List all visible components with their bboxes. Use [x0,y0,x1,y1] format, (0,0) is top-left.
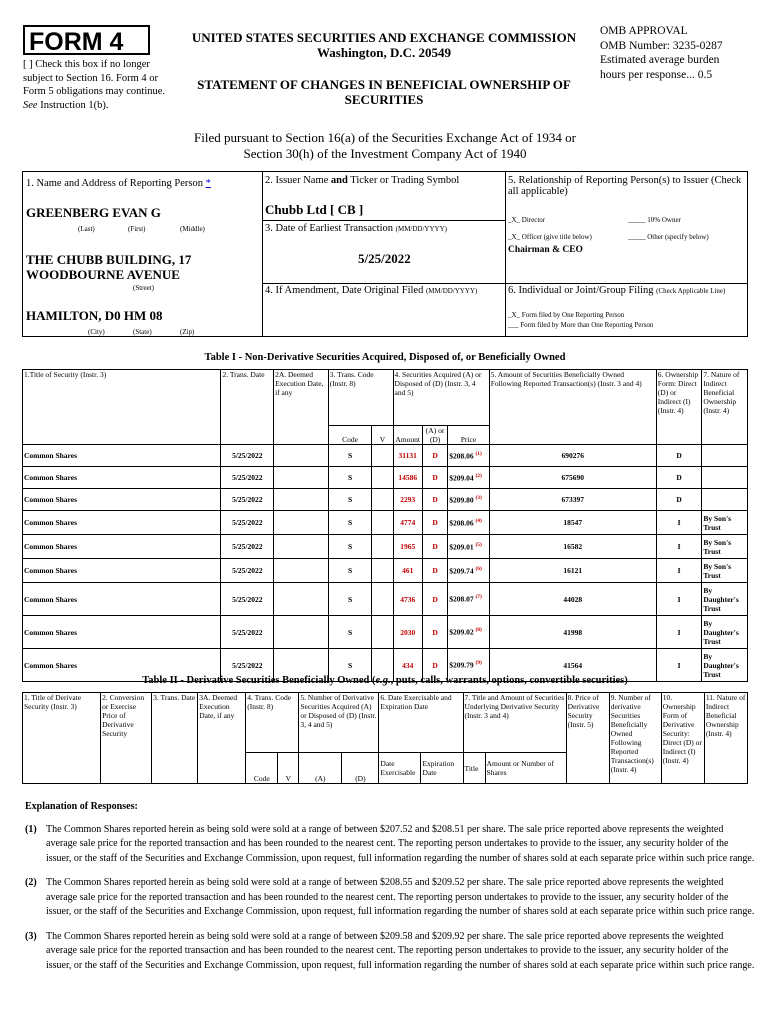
t2-header-underlying: 7. Title and Amount of Securities Underlying Derivative Security (Instr. 3 and 4) [463,693,566,753]
t1-header-owned: 5. Amount of Securities Beneficially Owned Following Reported Transaction(s) (Instr. 3 and 4) [489,370,656,445]
footnote-link[interactable]: (9) [475,660,482,667]
amount: 461 [393,559,422,583]
transaction-date: 5/25/2022 [221,559,274,583]
box1-label: 1. Name and Address of Reporting Person * [26,178,211,189]
transaction-date: 5/25/2022 [221,583,274,616]
ownership-form: I [656,649,702,682]
security-title: Common Shares [23,445,221,467]
amount-owned: 41564 [489,649,656,682]
deemed-date [274,535,329,559]
check-box-note: [ ] Check this box if no longer subject to Section 16. Form 4 or Form 5 obligations may continue. See Instruction 1(b). [23,59,166,111]
deemed-date [274,489,329,511]
t1-header-deemed: 2A. Deemed Execution Date, if any [274,370,329,445]
table-row [23,535,748,559]
acquired-disposed: D [422,467,447,489]
footnote-link[interactable]: (3) [475,494,482,501]
amount-owned: 18547 [489,511,656,535]
box5-label: 5. Relationship of Reporting Person(s) to Issuer (Check all applicable) [508,175,742,197]
box3-label: 3. Date of Earliest Transaction (MM/DD/YYYY) [265,223,447,234]
acquired-disposed: D [422,511,447,535]
footnote-link[interactable]: (5) [475,541,482,548]
table-row [23,467,748,489]
table2-derivative [22,692,748,784]
officer-title: Chairman & CEO [508,245,583,255]
footnote-link[interactable]: (1) [475,450,482,457]
price: $208.06 $^{(1)}$ [448,445,490,467]
table1-non-derivative [22,369,748,682]
nature-of-ownership [702,467,748,489]
transaction-date: 5/25/2022 [221,445,274,467]
transaction-code: S [328,559,372,583]
transaction-code: S [328,489,372,511]
v-flag [372,445,393,467]
deemed-date [274,559,329,583]
table-row [23,445,748,467]
t2-sub-a: (A) [299,753,342,784]
t1-sub-v: V [372,426,393,445]
footnote-item [25,823,755,867]
footnote-text: The Common Shares reported herein as being sold were sold at a range of between $209.58 and $209.92 per share. The sale price reported above represents the weighted average sale price for the reported transaction and has been rounded to the nearest cent. The reporting person undertakes to provide to the issuer, any security holder of the issuer, or the staff of the Securities and Exchange Commission, upon request, full information regarding the number of shares sold at each separate price within such price range. [46,930,755,971]
transaction-code: S [328,467,372,489]
acquired-disposed: D [422,445,447,467]
t1-sub-code: Code [328,426,372,445]
security-title: Common Shares [23,535,221,559]
t1-header-acquired: 4. Securities Acquired (A) or Disposed of (D) (Instr. 3, 4 and 5) [393,370,489,426]
state-label: (State) [133,328,152,336]
director-option: _X_ Director [508,216,546,224]
nature-of-ownership: By Daughter's Trust [702,649,748,682]
t2-header-nature: 11. Nature of Indirect Beneficial Ownership (Instr. 4) [704,693,747,784]
t2-sub-date-exercisable: Date Exercisable [379,753,421,784]
t2-header-number-owned: 9. Number of derivative Securities Beneficially Owned Following Reported Transaction(s) (Instr. 4) [609,693,661,784]
t2-header-code: 4. Trans. Code (Instr. 8) [246,693,299,753]
security-title: Common Shares [23,583,221,616]
transaction-date: 5/25/2022 [221,535,274,559]
t1-header-form: 6. Ownership Form: Direct (D) or Indirect (I) (Instr. 4) [656,370,702,445]
amount: 14586 [393,467,422,489]
transaction-code: S [328,445,372,467]
ownership-form: I [656,535,702,559]
t1-header-date: 2. Trans. Date [221,370,274,445]
amount: 2030 [393,616,422,649]
explanation-heading: Explanation of Responses: [25,801,138,812]
table-row [23,616,748,649]
v-flag [372,616,393,649]
ownership-form: D [656,489,702,511]
t2-sub-v: V [278,753,299,784]
t1-sub-amount: Amount [393,426,422,445]
footnote-label: (2) [25,877,37,888]
table2-title: Table II - Derivative Securities Beneficially Owned (e.g., puts, calls, warrants, options, convertible securities) [142,675,628,686]
filing-one-person: _X_ Form filed by One Reporting Person [508,311,625,319]
table-row [23,559,748,583]
price: $209.80 $^{(3)}$ [448,489,490,511]
footnote-item [25,930,755,974]
middle-label: (Middle) [180,225,205,233]
security-title: Common Shares [23,559,221,583]
acquired-disposed: D [422,649,447,682]
amount-owned: 41998 [489,616,656,649]
price: $209.79 $^{(9)}$ [448,649,490,682]
ownership-form: I [656,616,702,649]
footnote-link[interactable]: (8) [475,627,482,634]
issuer-name: Chubb Ltd [ CB ] [265,202,364,217]
t1-sub-aord: (A) or (D) [422,426,447,445]
city-state-zip: HAMILTON, D0 HM 08 [26,308,163,323]
ownership-form: I [656,559,702,583]
deemed-date [274,583,329,616]
statement-title: STATEMENT OF CHANGES IN BENEFICIAL OWNERSHIP OF SECURITIES [197,77,571,107]
security-title: Common Shares [23,467,221,489]
t2-sub-title: Title [463,753,485,784]
footnote-text: The Common Shares reported herein as being sold were sold at a range of between $208.55 and $209.52 per share. The sale price reported above represents the weighted average sale price for the reported transaction and has been rounded to the nearest cent. The reporting person undertakes to provide to the issuer, any security holder of the issuer, or the staff of the Securities and Exchange Commission, upon request, full information regarding the number of shares sold at each separate price within such price range. [46,877,755,917]
footnote-item [25,876,755,920]
t2-header-title: 1. Title of Derivate Security (Instr. 3) [23,693,101,784]
t2-header-deemed: 3A. Deemed Execution Date, if any [198,693,246,784]
nature-of-ownership: By Son's Trust [702,559,748,583]
agency-name: UNITED STATES SECURITIES AND EXCHANGE COMMISSION Washington, D.C. 20549 [191,30,577,60]
v-flag [372,559,393,583]
footnote-star-link[interactable]: * [205,178,211,189]
amount: 4736 [393,583,422,616]
t2-sub-amount-shares: Amount or Number of Shares [485,753,566,784]
t2-header-form: 10. Ownership Form of Derivative Security: Direct (D) or Indirect (I) (Instr. 4) [661,693,704,784]
amount: 31131 [393,445,422,467]
amount-owned: 44028 [489,583,656,616]
first-label: (First) [128,225,146,233]
footnote-label: (1) [25,823,37,835]
nature-of-ownership: By Son's Trust [702,511,748,535]
officer-option: _X_ Officer (give title below) [508,233,592,241]
ownership-form: I [656,511,702,535]
omb-approval: OMB APPROVAL OMB Number: 3235-0287 Estimated average burden hours per response... 0.5 [600,25,723,81]
amount-owned: 16121 [489,559,656,583]
v-flag [372,535,393,559]
price: $209.04 $^{(2)}$ [448,467,490,489]
nature-of-ownership [702,489,748,511]
acquired-disposed: D [422,583,447,616]
amount-owned: 673397 [489,489,656,511]
price: $209.02 $^{(8)}$ [448,616,490,649]
v-flag [372,467,393,489]
street-label: (Street) [133,284,154,292]
security-title: Common Shares [23,489,221,511]
nature-of-ownership: By Daughter's Trust [702,583,748,616]
transaction-date: 5/25/2022 [358,251,411,266]
t1-header-code: 3. Trans. Code (Instr. 8) [328,370,393,426]
acquired-disposed: D [422,535,447,559]
table-row [23,511,748,535]
box4-label: 4. If Amendment, Date Original Filed (MM/DD/YYYY) [265,285,478,296]
ten-percent-owner-option: _____ 10% Owner [628,216,681,224]
amount: 2293 [393,489,422,511]
amount: 1965 [393,535,422,559]
zip-label: (Zip) [180,328,195,336]
box6-label: 6. Individual or Joint/Group Filing (Check Applicable Line) [508,285,726,296]
filed-pursuant: Filed pursuant to Section 16(a) of the Securities Exchange Act of 1934 or Section 30(h) of the Investment Company Act of 1940 [194,130,576,161]
amount: 4774 [393,511,422,535]
form-title: FORM 4 [23,25,150,55]
acquired-disposed: D [422,616,447,649]
v-flag [372,511,393,535]
transaction-code: S [328,616,372,649]
security-title: Common Shares [23,649,221,682]
transaction-code: S [328,511,372,535]
t2-header-exercisable: 6. Date Exercisable and Expiration Date [379,693,463,753]
street-address: THE CHUBB BUILDING, 17 WOODBOURNE AVENUE [26,252,192,282]
footnote-link[interactable]: (4) [475,517,482,524]
deemed-date [274,511,329,535]
reporting-person-name: GREENBERG EVAN G [26,205,161,220]
t2-header-date: 3. Trans. Date [152,693,198,784]
nature-of-ownership: By Daughter's Trust [702,616,748,649]
last-label: (Last) [78,225,95,233]
t1-header-title: 1.Title of Security (Instr. 3) [23,370,221,445]
footnote-label: (3) [25,930,37,942]
t1-sub-price: Price [448,426,490,445]
footnote-link[interactable]: (2) [475,472,482,479]
footnote-link[interactable]: (6) [475,565,482,572]
city-label: (City) [88,328,105,336]
security-title: Common Shares [23,511,221,535]
v-flag [372,583,393,616]
explanation-of-responses [25,800,755,983]
transaction-code: S [328,583,372,616]
transaction-date: 5/25/2022 [221,467,274,489]
transaction-code: S [328,535,372,559]
deemed-date [274,616,329,649]
t2-sub-d: (D) [342,753,379,784]
price: $209.01 $^{(5)}$ [448,535,490,559]
nature-of-ownership: By Son's Trust [702,535,748,559]
transaction-date: 5/25/2022 [221,489,274,511]
deemed-date [274,467,329,489]
transaction-code: S [328,649,372,682]
t2-sub-expiration: Expiration Date [421,753,463,784]
t1-header-nature: 7. Nature of Indirect Beneficial Ownership (Instr. 4) [702,370,748,445]
filing-more-persons: ___ Form filed by More than One Reporting Person [508,321,654,329]
security-title: Common Shares [23,616,221,649]
amount-owned: 690276 [489,445,656,467]
t2-header-price: 8. Price of Derivative Security (Instr. 5) [566,693,609,784]
price: $208.06 $^{(4)}$ [448,511,490,535]
acquired-disposed: D [422,559,447,583]
ownership-form: D [656,467,702,489]
transaction-date: 5/25/2022 [221,649,274,682]
reporting-person-block [22,171,748,337]
v-flag [372,489,393,511]
transaction-date: 5/25/2022 [221,616,274,649]
footnote-link[interactable]: (7) [475,594,482,601]
table-row [23,583,748,616]
table1-title: Table I - Non-Derivative Securities Acquired, Disposed of, or Beneficially Owned [204,352,566,363]
footnote-text: The Common Shares reported herein as being sold were sold at a range of between $207.52 and $208.51 per share. The sale price reported above represents the weighted average sale price for the reported transaction and has been rounded to the nearest cent. The reporting person undertakes to provide to the issuer, any security holder of the issuer, or the staff of the Securities and Exchange Commission, upon request, full information regarding the number of shares sold at each separate price within such price range. [46,823,755,864]
ownership-form: I [656,583,702,616]
amount-owned: 675690 [489,467,656,489]
ownership-form: D [656,445,702,467]
t2-header-number: 5. Number of Derivative Securities Acquired (A) or Disposed of (D) (Instr. 3, 4 and 5) [299,693,379,753]
nature-of-ownership [702,445,748,467]
price: $209.74 $^{(6)}$ [448,559,490,583]
amount: 434 [393,649,422,682]
t2-header-conversion: 2. Conversion or Exercise Price of Derivative Security [101,693,152,784]
transaction-date: 5/25/2022 [221,511,274,535]
acquired-disposed: D [422,489,447,511]
price: $208.07 $^{(7)}$ [448,583,490,616]
amount-owned: 16582 [489,535,656,559]
deemed-date [274,445,329,467]
other-option: _____ Other (specify below) [628,233,709,241]
t2-sub-code: Code [246,753,278,784]
box2-label: 2. Issuer Name and Ticker or Trading Symbol [265,175,460,186]
table-row [23,489,748,511]
